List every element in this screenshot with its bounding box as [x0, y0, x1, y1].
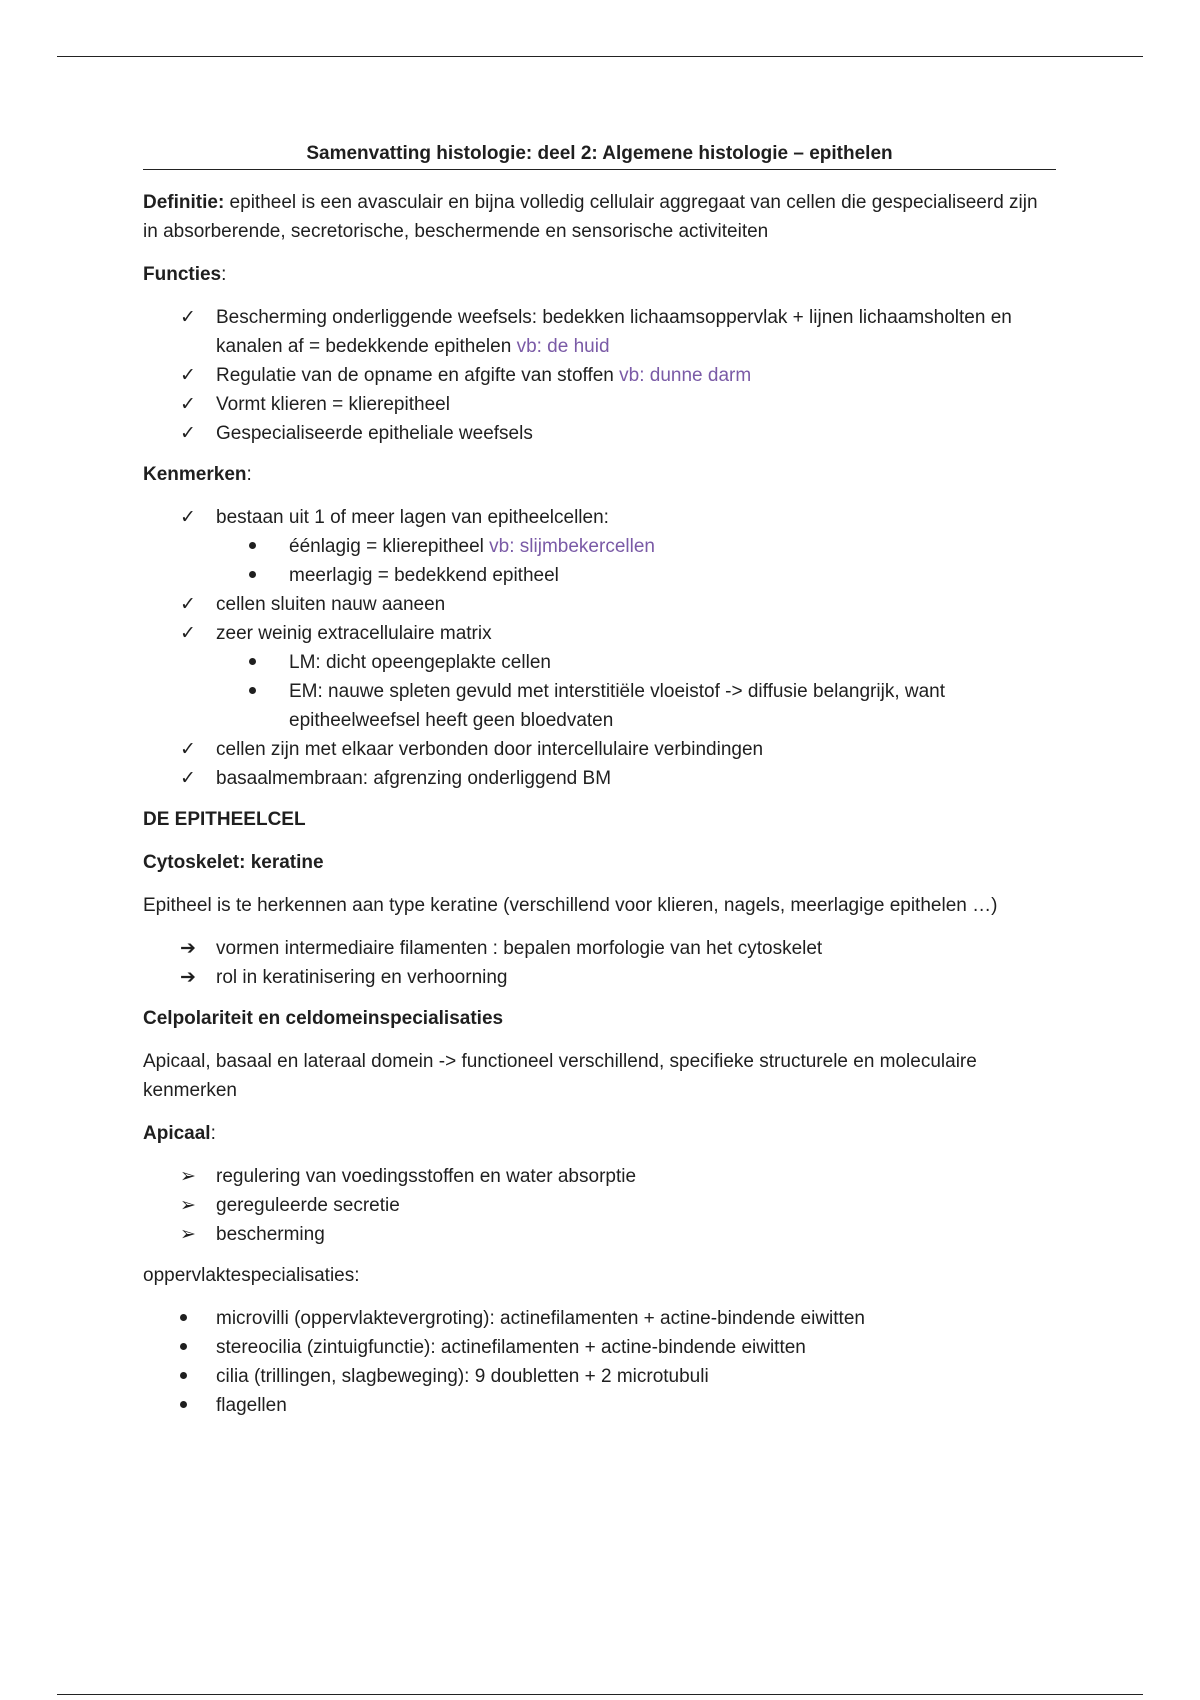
polarity-heading: Celpolariteit en celdomeinspecialisaties — [143, 1008, 504, 1029]
checkmark-icon: ✓ — [180, 623, 196, 644]
footer-rule — [57, 1694, 1143, 1695]
definition-paragraph — [143, 188, 1056, 246]
apical-heading: Apicaal: — [143, 1123, 216, 1144]
example-text: vb: de huid — [516, 336, 610, 357]
list-item: flagellen — [143, 1391, 1056, 1420]
list-item: stereocilia (zintuigfunctie): actinefilamenten + actine-bindende eiwitten — [143, 1333, 1056, 1362]
bullet-icon — [249, 561, 277, 590]
surface-heading: oppervlaktespecialisaties: — [143, 1265, 360, 1286]
header-rule — [57, 56, 1143, 57]
bullet-icon — [180, 1304, 208, 1333]
list-item: meerlagig = bedekkend epitheel — [143, 561, 1056, 590]
characteristics-list — [143, 503, 1056, 532]
bullet-icon — [180, 1362, 208, 1391]
arrow-right-icon: ➔ — [180, 938, 196, 959]
characteristics-list-end — [143, 735, 1056, 793]
functions-heading: Functies: — [143, 264, 227, 285]
definition-text: epitheel is een avasculair en bijna volledig cellulair aggregaat van cellen die gespecialiseerd zijn in absorberende, secretorische, beschermende en sensorische activiteiten — [143, 192, 1038, 242]
list-item: ✓ bestaan uit 1 of meer lagen van epitheelcellen: — [143, 503, 1056, 532]
definition-label: Definitie: — [143, 192, 225, 213]
list-item: ✓ Gespecialiseerde epitheliale weefsels — [143, 419, 1056, 448]
functions-list — [143, 303, 1056, 448]
apical-list — [143, 1162, 1056, 1249]
bullet-icon — [180, 1333, 208, 1362]
list-item: ➔ vormen intermediaire filamenten : bepalen morfologie van het cytoskelet — [143, 934, 1056, 963]
polarity-text: Apicaal, basaal en lateraal domein -> functioneel verschillend, specifieke structurele en moleculaire kenmerken — [143, 1051, 977, 1101]
checkmark-icon: ✓ — [180, 594, 196, 615]
list-item: éénlagig = klierepitheel vb: slijmbekercellen — [143, 532, 1056, 561]
bullet-icon — [249, 648, 277, 677]
arrowhead-icon: ➢ — [180, 1224, 196, 1245]
section-heading-epitheelcel: DE EPITHEELCEL — [143, 809, 306, 830]
list-item: ✓ Bescherming onderliggende weefsels: bedekken lichaamsoppervlak + lijnen lichaamsholten en kanalen af = bedekkende epithelen vb: de huid — [143, 303, 1056, 361]
document-title: Samenvatting histologie: deel 2: Algemene histologie – epithelen — [143, 143, 1056, 170]
list-item: ➢ regulering van voedingsstoffen en water absorptie — [143, 1162, 1056, 1191]
characteristics-sublist-matrix — [143, 648, 1056, 735]
arrowhead-icon: ➢ — [180, 1195, 196, 1216]
bullet-icon — [249, 532, 277, 561]
cytoskeleton-text: Epitheel is te herkennen aan type keratine (verschillend voor klieren, nagels, meerlagige epithelen …) — [143, 895, 998, 916]
list-item: ✓ zeer weinig extracellulaire matrix — [143, 619, 1056, 648]
document-page — [143, 143, 1056, 1432]
list-item: ✓ cellen sluiten nauw aaneen — [143, 590, 1056, 619]
list-item: ➢ bescherming — [143, 1220, 1056, 1249]
bullet-icon — [249, 677, 277, 706]
list-item: ➢ gereguleerde secretie — [143, 1191, 1056, 1220]
bullet-icon — [180, 1391, 208, 1420]
list-item: microvilli (oppervlaktevergroting): actinefilamenten + actine-bindende eiwitten — [143, 1304, 1056, 1333]
list-item: ✓ cellen zijn met elkaar verbonden door intercellulaire verbindingen — [143, 735, 1056, 764]
example-text: vb: slijmbekercellen — [489, 536, 655, 557]
example-text: vb: dunne darm — [619, 365, 752, 386]
characteristics-heading: Kenmerken: — [143, 464, 252, 485]
list-item: ✓ Regulatie van de opname en afgifte van stoffen vb: dunne darm — [143, 361, 1056, 390]
cytoskeleton-heading: Cytoskelet: keratine — [143, 852, 324, 873]
list-item: LM: dicht opeengeplakte cellen — [143, 648, 1056, 677]
characteristics-sublist-layers — [143, 532, 1056, 590]
checkmark-icon: ✓ — [180, 365, 196, 386]
surface-list — [143, 1304, 1056, 1420]
checkmark-icon: ✓ — [180, 768, 196, 789]
cytoskeleton-arrow-list — [143, 934, 1056, 992]
checkmark-icon: ✓ — [180, 394, 196, 415]
checkmark-icon: ✓ — [180, 307, 196, 328]
characteristics-list-cont — [143, 590, 1056, 648]
arrowhead-icon: ➢ — [180, 1166, 196, 1187]
arrow-right-icon: ➔ — [180, 967, 196, 988]
list-item: ✓ Vormt klieren = klierepitheel — [143, 390, 1056, 419]
checkmark-icon: ✓ — [180, 739, 196, 760]
checkmark-icon: ✓ — [180, 507, 196, 528]
list-item: cilia (trillingen, slagbeweging): 9 doubletten + 2 microtubuli — [143, 1362, 1056, 1391]
checkmark-icon: ✓ — [180, 423, 196, 444]
list-item: ➔ rol in keratinisering en verhoorning — [143, 963, 1056, 992]
list-item: EM: nauwe spleten gevuld met interstitiële vloeistof -> diffusie belangrijk, want epitheelweefsel heeft geen bloedvaten — [143, 677, 1056, 735]
list-item: ✓ basaalmembraan: afgrenzing onderliggend BM — [143, 764, 1056, 793]
